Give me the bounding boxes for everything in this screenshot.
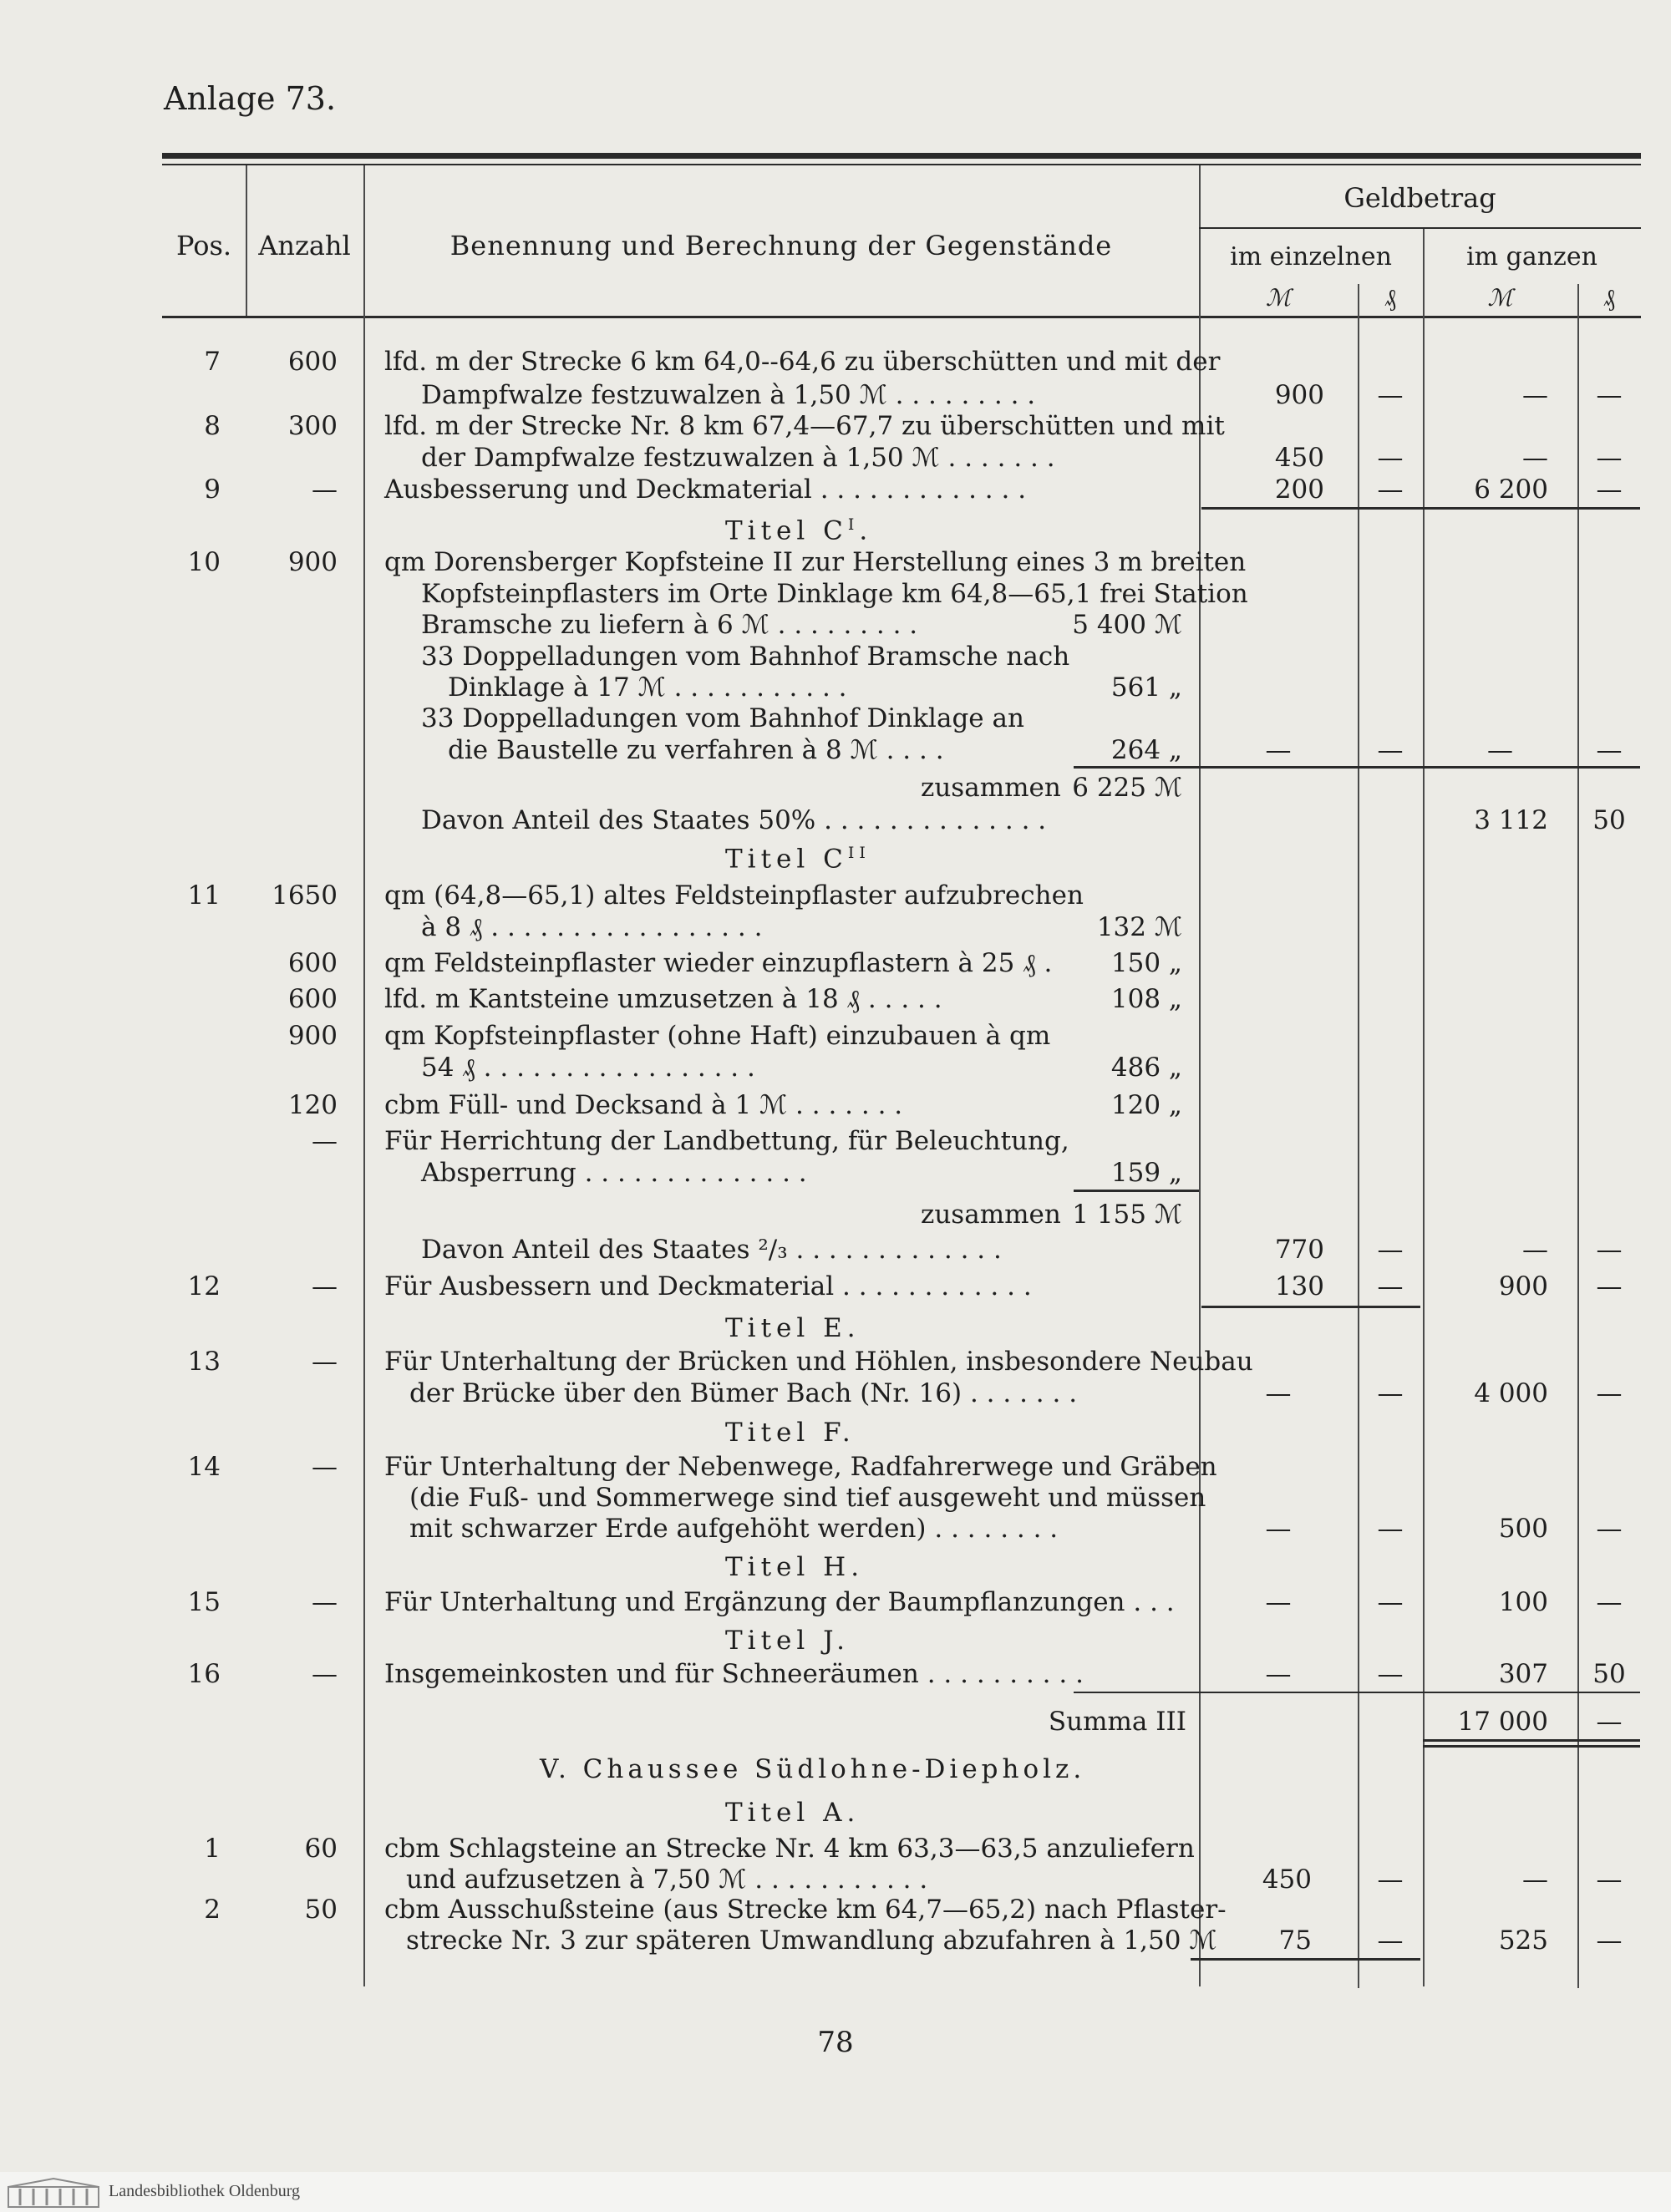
row-8-pos: 8 (204, 411, 221, 441)
row-11-pos: 11 (187, 880, 221, 911)
summa-rule-1 (1423, 1739, 1640, 1742)
row-15-text-1: Für Unterhaltung und Ergänzung der Baumpflanzungen . . . (384, 1587, 1175, 1617)
v-row-2-ganzen-mark: 525 (1498, 1925, 1548, 1956)
header-rule (162, 316, 1641, 318)
titel-f-heading: Titel F. (725, 1418, 856, 1448)
row-16-einzeln-pf: — (1377, 1659, 1404, 1689)
row-11-item-1-anzahl: 1650 (272, 880, 338, 911)
v-row-1-pos: 1 (204, 1834, 221, 1864)
row-15-pos: 15 (187, 1587, 221, 1617)
row-14-anzahl: — (312, 1452, 338, 1482)
titel-c1-heading: Titel $C^I$. (725, 515, 873, 546)
row-12-ganzen-mark: 900 (1498, 1271, 1548, 1301)
row-11-item-1-text-1: qm (64,8—65,1) altes Feldsteinpflaster aufzubrechen (384, 880, 1084, 911)
row-14-text-3: mit schwarzer Erde aufgehöht werden) . . . . . . . . (409, 1514, 1059, 1544)
row-10-value-5: 561 „ (1110, 672, 1182, 703)
header-geldbetrag: Geldbetrag (1343, 182, 1496, 214)
row-15-einzeln-mark: — (1265, 1587, 1292, 1617)
row-7-text-1: lfd. m der Strecke 6 km 64,0--64,6 zu überschütten und mit der (384, 347, 1221, 377)
v-row-2-sum-rule (1191, 1958, 1420, 1961)
row-11-item-3-anzahl: 600 (287, 984, 338, 1014)
row-11-item-5-value: 120 „ (1110, 1090, 1182, 1120)
row-15-ganzen-pf: — (1596, 1587, 1623, 1617)
row-13-ganzen-pf: — (1596, 1378, 1623, 1408)
library-name: Landesbibliothek Oldenburg (109, 2182, 301, 2200)
titel-c2-anteil-einzeln-mark: 770 (1274, 1235, 1324, 1265)
header-anzahl: Anzahl (258, 230, 351, 261)
row-11-item-4-text-2: 54 ₰ . . . . . . . . . . . . . . . . . (421, 1053, 755, 1083)
v-row-1-ganzen-pf: — (1596, 1864, 1623, 1895)
col-line-anzahl (363, 165, 365, 1986)
v-row-2-pos: 2 (204, 1895, 221, 1925)
header-pos: Pos. (175, 230, 232, 261)
row-8-text-1: lfd. m der Strecke Nr. 8 km 67,4—67,7 zu überschütten und mit (384, 411, 1225, 441)
row-9-einzeln-pf: — (1377, 474, 1404, 505)
row-7-einzeln-pf: — (1377, 380, 1404, 410)
titel-c2-zusammen-value: 1 155 ℳ (1072, 1200, 1182, 1230)
row-16-anzahl: — (312, 1659, 338, 1689)
row-8-einzeln-mark: 450 (1274, 443, 1324, 473)
section-v-titel-a: Titel A. (725, 1798, 861, 1828)
v-row-1-ganzen-mark: — (1522, 1864, 1548, 1895)
v-row-2-ganzen-pf: — (1596, 1925, 1623, 1956)
header-einzeln-mark: ℳ (1266, 284, 1291, 312)
v-row-2-text-1: cbm Ausschußsteine (aus Strecke km 64,7—65,2) nach Pflaster- (384, 1895, 1227, 1925)
v-row-2-einzeln-pf: — (1377, 1925, 1404, 1956)
titel-c1-anteil-ganzen-mark: 3 112 (1474, 805, 1548, 835)
row-11-item-3-text-1: lfd. m Kantsteine umzusetzen à 18 ₰ . . . . . (384, 984, 942, 1014)
row-11-item-2-anzahl: 600 (287, 948, 338, 978)
v-row-1-einzeln-pf: — (1377, 1864, 1404, 1895)
top-rule-thin (162, 164, 1641, 165)
v-row-1-text-2: und aufzusetzen à 7,50 ℳ . . . . . . . . . . . (406, 1864, 928, 1895)
row-13-einzeln-mark: — (1265, 1378, 1292, 1408)
row-15-einzeln-pf: — (1377, 1587, 1404, 1617)
row-10-anzahl: 900 (287, 547, 338, 577)
row-12-sum-rule (1201, 1306, 1420, 1308)
row-16-ganzen-pf: 50 (1592, 1659, 1626, 1689)
v-row-1-text-1: cbm Schlagsteine an Strecke Nr. 4 km 63,3—63,5 anzuliefern (384, 1834, 1195, 1864)
row-13-einzeln-pf: — (1377, 1378, 1404, 1408)
row-11-item-6-anzahl: — (312, 1126, 338, 1156)
row-13-text-2: der Brücke über den Bümer Bach (Nr. 16) . . . . . . . (409, 1378, 1078, 1408)
header-ganzen-mark: ℳ (1487, 284, 1513, 312)
titel-c2-heading: Titel $C^{II}$ (725, 844, 871, 875)
row-13-ganzen-mark: 4 000 (1474, 1378, 1548, 1408)
row-10-text-7: die Baustelle zu verfahren à 8 ℳ . . . . (448, 735, 944, 765)
row-9-ganzen-pf: — (1596, 474, 1623, 505)
row-10-pos: 10 (187, 547, 221, 577)
titel-c2-anteil: Davon Anteil des Staates ²/₃ . . . . . . . . . . . . . (421, 1235, 1002, 1265)
row-12-pos: 12 (187, 1271, 221, 1301)
titel-c1-zusammen-value: 6 225 ℳ (1072, 773, 1182, 803)
row-11-item-1-text-2: à 8 ₰ . . . . . . . . . . . . . . . . . (421, 912, 763, 942)
row-12-einzeln-pf: — (1377, 1271, 1404, 1301)
row-14-pos: 14 (187, 1452, 221, 1482)
row-7-ganzen-pf: — (1596, 380, 1623, 410)
row-9-einzeln-mark: 200 (1274, 474, 1324, 505)
row-13-text-1: Für Unterhaltung der Brücken und Höhlen, insbesondere Neubau (384, 1347, 1253, 1377)
header-ganzen-pf: ₰ (1603, 284, 1615, 312)
row-12-ganzen-pf: — (1596, 1271, 1623, 1301)
row-7-anzahl: 600 (287, 347, 338, 377)
row-9-pos: 9 (204, 474, 221, 505)
row-11-item-2-text-1: qm Feldsteinpflaster wieder einzupflastern à 25 ₰ . (384, 948, 1053, 978)
row-10-text-2: Kopfsteinpflasters im Orte Dinklage km 64,8—65,1 frei Station (421, 579, 1248, 609)
row-9-text-1: Ausbesserung und Deckmaterial . . . . . . . . . . . . . (384, 474, 1027, 505)
titel-c2-anteil-einzeln-pf: — (1377, 1235, 1404, 1265)
row-15-ganzen-mark: 100 (1498, 1587, 1548, 1617)
row-7-ganzen-mark: — (1522, 380, 1548, 410)
library-footer (0, 2172, 1671, 2212)
row-14-ganzen-pf: — (1596, 1514, 1623, 1544)
row-11-item-3-value: 108 „ (1110, 984, 1182, 1014)
titel-c2-sum-rule (1074, 1190, 1199, 1192)
row-11-item-4-anzahl: 900 (287, 1021, 338, 1051)
v-row-1-einzeln-mark: 450 (1262, 1864, 1312, 1895)
row-10-text-6: 33 Doppelladungen vom Bahnhof Dinklage an (421, 703, 1024, 733)
row-9-anzahl: — (312, 474, 338, 505)
header-im-einzelnen: im einzelnen (1230, 242, 1392, 271)
row-16-ganzen-mark: 307 (1498, 1659, 1548, 1689)
row-12-einzeln-mark: 130 (1274, 1271, 1324, 1301)
summa-label: Summa III (1048, 1707, 1186, 1737)
titel-c1-anteil-ganzen-pf: 50 (1592, 805, 1626, 835)
top-rule-thick (162, 153, 1641, 159)
row-12-text-1: Für Ausbessern und Deckmaterial . . . . . . . . . . . . (384, 1271, 1032, 1301)
row-11-item-6-text-1: Für Herrichtung der Landbettung, für Beleuchtung, (384, 1126, 1069, 1156)
row-9-sum-rule (1201, 507, 1640, 510)
row-16-einzeln-mark: — (1265, 1659, 1292, 1689)
col-line-einzeln-pf (1358, 284, 1359, 1988)
row-13-anzahl: — (312, 1347, 338, 1377)
subheader-rule (1199, 227, 1641, 229)
row-16-pos: 16 (187, 1659, 221, 1689)
row-7-pos: 7 (204, 347, 221, 377)
row-8-anzahl: 300 (287, 411, 338, 441)
row-11-item-5-text-1: cbm Füll- und Decksand à 1 ℳ . . . . . . . (384, 1090, 903, 1120)
row-12-anzahl: — (312, 1271, 338, 1301)
row-13-pos: 13 (187, 1347, 221, 1377)
v-row-2-einzeln-mark: 75 (1278, 1925, 1312, 1956)
library-logo-icon (7, 2177, 100, 2209)
titel-c1-sum-rule (1074, 766, 1640, 769)
titel-j-heading: Titel J. (725, 1626, 851, 1656)
summa-ganzen-mark: 17 000 (1457, 1707, 1548, 1737)
row-11-item-6-value: 159 „ (1110, 1158, 1182, 1188)
titel-c1-anteil: Davon Anteil des Staates 50% . . . . . . . . . . . . . . (421, 805, 1047, 835)
row-8-ganzen-pf: — (1596, 443, 1623, 473)
row-16-sum-rule (1074, 1692, 1640, 1693)
row-10-value-7: 264 „ (1110, 735, 1182, 765)
row-10-text-4: 33 Doppelladungen vom Bahnhof Bramsche nach (421, 642, 1070, 672)
row-8-ganzen-mark: — (1522, 443, 1548, 473)
row-11-item-1-value: 132 ℳ (1096, 912, 1182, 942)
titel-c2-anteil-ganzen-pf: — (1596, 1235, 1623, 1265)
row-10-value-3: 5 400 ℳ (1072, 610, 1182, 640)
row-15-anzahl: — (312, 1587, 338, 1617)
titel-c2-zusammen-label: zusammen (921, 1200, 1061, 1230)
row-16-text-1: Insgemeinkosten und für Schneeräumen . . . . . . . . . . (384, 1659, 1084, 1689)
titel-c1-zusammen-label: zusammen (921, 773, 1061, 803)
row-10-text-3: Bramsche zu liefern à 6 ℳ . . . . . . . . . (421, 610, 918, 640)
row-10-einzeln-mark: — (1265, 735, 1292, 765)
v-row-2-anzahl: 50 (304, 1895, 338, 1925)
row-11-item-6-text-2: Absperrung . . . . . . . . . . . . . . (421, 1158, 807, 1188)
row-10-einzeln-pf: — (1377, 735, 1404, 765)
row-10-ganzen-pf: — (1596, 735, 1623, 765)
titel-e-heading: Titel E. (725, 1313, 861, 1343)
row-14-einzeln-pf: — (1377, 1514, 1404, 1544)
row-14-text-2: (die Fuß- und Sommerwege sind tief ausgeweht und müssen (409, 1483, 1206, 1513)
row-7-einzeln-mark: 900 (1274, 380, 1324, 410)
row-8-text-2: der Dampfwalze festzuwalzen à 1,50 ℳ . . . . . . . (421, 443, 1055, 473)
v-row-2-text-2: strecke Nr. 3 zur späteren Umwandlung abzufahren à 1,50 ℳ (406, 1925, 1217, 1956)
row-11-item-5-anzahl: 120 (287, 1090, 338, 1120)
v-row-1-anzahl: 60 (304, 1834, 338, 1864)
row-11-item-4-value: 486 „ (1110, 1053, 1182, 1083)
titel-c2-anteil-ganzen-mark: — (1522, 1235, 1548, 1265)
row-11-item-4-text-1: qm Kopfsteinpflaster (ohne Haft) einzubauen à qm (384, 1021, 1051, 1051)
page-number: 78 (817, 2026, 854, 2059)
running-head: Anlage 73. (164, 80, 337, 117)
section-v-heading: V. Chaussee Südlohne-Diepholz. (540, 1754, 1086, 1784)
header-im-ganzen: im ganzen (1466, 242, 1597, 271)
header-einzeln-pf: ₰ (1384, 284, 1396, 312)
row-7-text-2: Dampfwalze festzuwalzen à 1,50 ℳ . . . . . . . . . (421, 380, 1036, 410)
row-14-einzeln-mark: — (1265, 1514, 1292, 1544)
row-10-text-5: Dinklage à 17 ℳ . . . . . . . . . . . (448, 672, 847, 703)
row-9-ganzen-mark: 6 200 (1474, 474, 1548, 505)
header-benennung: Benennung und Berechnung der Gegenstände (449, 230, 1113, 261)
row-8-einzeln-pf: — (1377, 443, 1404, 473)
row-10-text-1: qm Dorensberger Kopfsteine II zur Herstellung eines 3 m breiten (384, 547, 1247, 577)
row-14-text-1: Für Unterhaltung der Nebenwege, Radfahrerwege und Gräben (384, 1452, 1217, 1482)
row-11-item-2-value: 150 „ (1110, 948, 1182, 978)
summa-ganzen-pf: — (1596, 1707, 1623, 1737)
summa-rule-2 (1423, 1745, 1640, 1748)
titel-h-heading: Titel H. (725, 1552, 865, 1582)
row-14-ganzen-mark: 500 (1498, 1514, 1548, 1544)
row-10-ganzen-mark: — (1487, 735, 1513, 765)
